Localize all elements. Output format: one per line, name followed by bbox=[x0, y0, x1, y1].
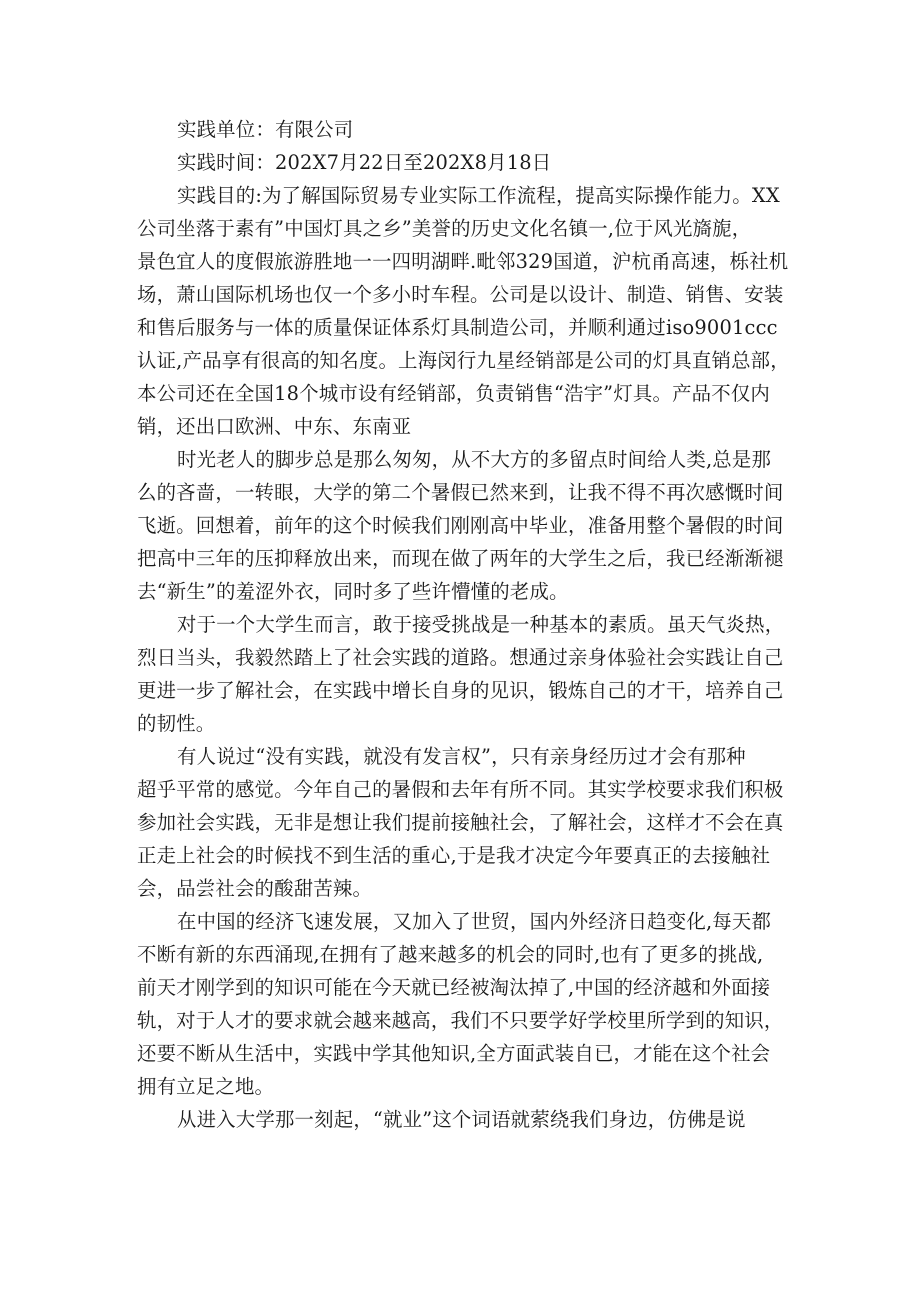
text-line: 轨，对于人才的要求就会越来越高，我们不只要学好学校里所学到的知识， bbox=[137, 1009, 784, 1032]
text-line: 参加社会实践，无非是想让我们提前接触社会，了解社会，这样才不会在真 bbox=[137, 811, 784, 834]
text-line: 本公司还在全国18个城市设有经销部，负责销售“浩宇”灯具。产品不仅内 bbox=[137, 382, 771, 405]
text-line: 实践时间：202X7月22日至202X8月18日 bbox=[177, 151, 552, 174]
text-line: 前天才刚学到的知识可能在今天就已经被淘汰掉了,中国的经济越和外面接 bbox=[137, 976, 771, 999]
text-line: 时光老人的脚步总是那么匆匆，从不大方的多留点时间给人类,总是那 bbox=[177, 448, 772, 471]
text-line: 从进入大学那一刻起，“就业”这个词语就萦绕我们身边，仿佛是说 bbox=[177, 1108, 746, 1131]
text-line: 对于一个大学生而言，敢于接受挑战是一种基本的素质。虽天气炎热， bbox=[177, 613, 785, 636]
text-line: 更进一步了解社会，在实践中增长自身的见识，锻炼自己的才干，培养自己 bbox=[137, 679, 784, 702]
text-line: 飞逝。回想着，前年的这个时候我们刚刚高中毕业，准备用整个暑假的时间 bbox=[137, 514, 784, 537]
text-line: 把高中三年的压抑释放出来，而现在做了两年的大学生之后，我已经渐渐褪 bbox=[137, 547, 784, 570]
text-line: 在中国的经济飞速发展，又加入了世贸，国内外经济日趋变化,每天都 bbox=[177, 910, 772, 933]
text-line: 不断有新的东西涌现,在拥有了越来越多的机会的同时,也有了更多的挑战, bbox=[137, 943, 764, 966]
text-line: 烈日当头，我毅然踏上了社会实践的道路。想通过亲身体验社会实践让自己 bbox=[137, 646, 784, 669]
text-line: 和售后服务与一体的质量保证体系灯具制造公司，并顺利通过iso9001ccc bbox=[137, 316, 778, 339]
text-line: 场，萧山国际机场也仅一个多小时车程。公司是以设计、制造、销售、安装 bbox=[137, 283, 784, 306]
text-line: 公司坐落于素有”中国灯具之乡”美誉的历史文化名镇一,位于风光旖旎， bbox=[137, 217, 752, 240]
text-line: 会，品尝社会的酸甜苦辣。 bbox=[137, 877, 373, 900]
text-line: 认证,产品享有很高的知名度。上海闵行九星经销部是公司的灯具直销总部， bbox=[137, 349, 790, 372]
text-line: 么的吝啬，一转眼，大学的第二个暑假已然来到，让我不得不再次感慨时间 bbox=[137, 481, 784, 504]
text-line: 去“新生”的羞涩外衣，同时多了些许懵懂的老成。 bbox=[137, 580, 569, 603]
document-body bbox=[137, 113, 792, 1136]
text-line: 的韧性。 bbox=[137, 712, 216, 735]
text-line: 有人说过“没有实践，就没有发言权”，只有亲身经历过才会有那种 bbox=[177, 745, 746, 768]
text-line: 正走上社会的时候找不到生活的重心,于是我才决定今年要真正的去接触社 bbox=[137, 844, 771, 867]
text-line: 还要不断从生活中，实践中学其他知识,全方面武装自已，才能在这个社会 bbox=[137, 1042, 771, 1065]
text-line: 超乎平常的感觉。今年自己的暑假和去年有所不同。其实学校要求我们积极 bbox=[137, 778, 784, 801]
text-line: 拥有立足之地。 bbox=[137, 1075, 275, 1098]
text-line: 销，还出口欧洲、中东、东南亚 bbox=[137, 415, 412, 438]
text-line: 实践单位：有限公司 bbox=[177, 118, 354, 141]
text-line: 实践目的:为了解国际贸易专业实际工作流程，提高实际操作能力。XX bbox=[177, 184, 780, 207]
text-line: 景色宜人的度假旅游胜地一一四明湖畔.毗邻329国道，沪杭甬高速，栎社机 bbox=[137, 250, 789, 273]
